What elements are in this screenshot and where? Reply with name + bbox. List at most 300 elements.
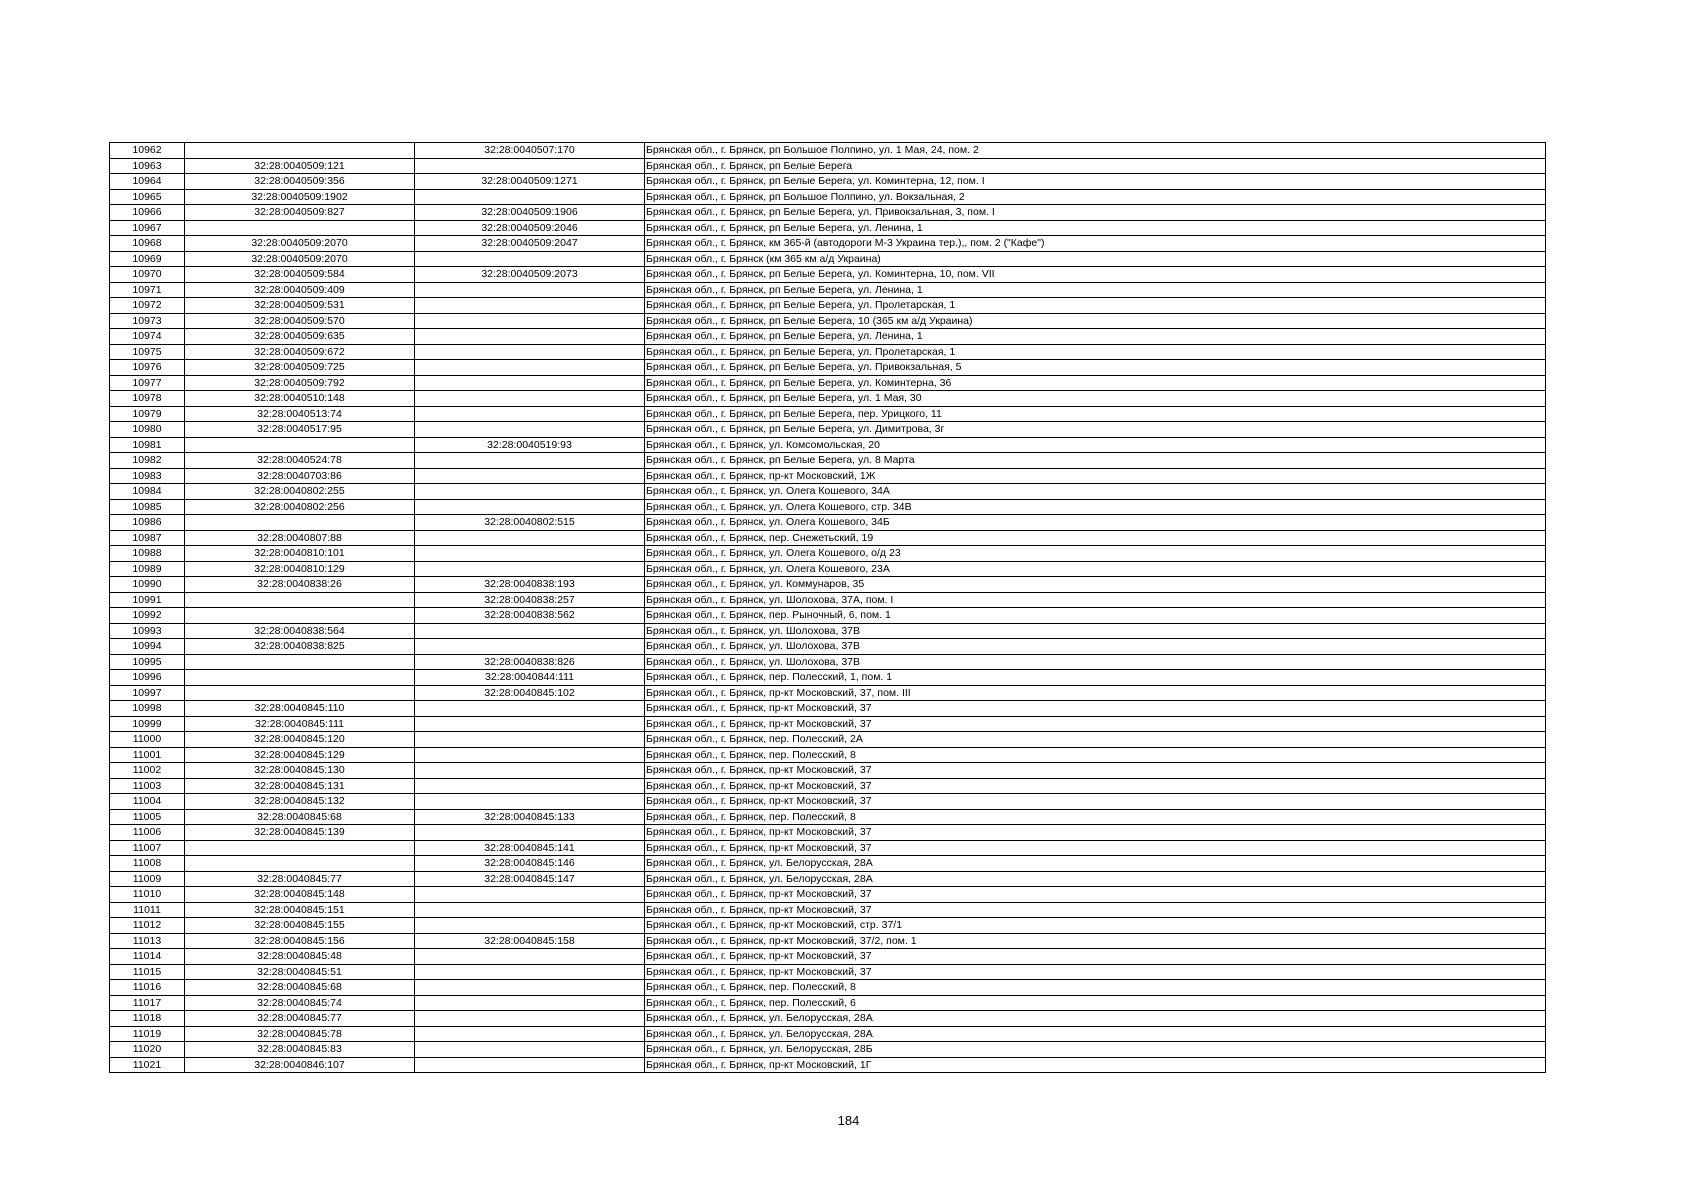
table-row	[110, 964, 1546, 980]
linked-cadastral-number-cell	[415, 530, 645, 546]
table-row	[110, 685, 1546, 701]
cadastral-number-cell	[185, 685, 415, 701]
table-row	[110, 995, 1546, 1011]
linked-cadastral-number-cell	[415, 158, 645, 174]
address-cell: Брянская обл., г. Брянск, рп Белые Берега, ул. 8 Марта	[645, 453, 1546, 469]
row-number-cell: 10998	[110, 701, 185, 717]
table-row	[110, 840, 1546, 856]
address-cell: Брянская обл., г. Брянск, пр-кт Московский, 37/2, пом. 1	[645, 933, 1546, 949]
table-row	[110, 949, 1546, 965]
table-row	[110, 499, 1546, 515]
table-row	[110, 716, 1546, 732]
row-number-cell: 10983	[110, 468, 185, 484]
linked-cadastral-number-cell	[415, 1057, 645, 1073]
row-number-cell: 10978	[110, 391, 185, 407]
address-cell: Брянская обл., г. Брянск, рп Белые Берега, ул. Ленина, 1	[645, 329, 1546, 345]
row-number-cell: 10967	[110, 220, 185, 236]
table-row	[110, 809, 1546, 825]
table-row	[110, 577, 1546, 593]
cadastral-number-cell: 32:28:0040509:792	[185, 375, 415, 391]
row-number-cell: 10999	[110, 716, 185, 732]
row-number-cell: 10975	[110, 344, 185, 360]
cadastral-number-cell: 32:28:0040810:129	[185, 561, 415, 577]
cadastral-number-cell: 32:28:0040509:635	[185, 329, 415, 345]
cadastral-number-cell: 32:28:0040509:725	[185, 360, 415, 376]
row-number-cell: 10994	[110, 639, 185, 655]
address-cell: Брянская обл., г. Брянск, пр-кт Московский, 37	[645, 840, 1546, 856]
cadastral-number-cell: 32:28:0040845:68	[185, 809, 415, 825]
cadastral-number-cell	[185, 654, 415, 670]
address-cell: Брянская обл., г. Брянск, пер. Полесский, 8	[645, 747, 1546, 763]
table-row	[110, 639, 1546, 655]
row-number-cell: 11008	[110, 856, 185, 872]
table-row	[110, 561, 1546, 577]
table-row	[110, 298, 1546, 314]
linked-cadastral-number-cell	[415, 716, 645, 732]
cadastral-number-cell: 32:28:0040845:139	[185, 825, 415, 841]
registry-table	[109, 142, 1546, 1073]
row-number-cell: 10988	[110, 546, 185, 562]
table-row	[110, 592, 1546, 608]
table-row	[110, 422, 1546, 438]
linked-cadastral-number-cell: 32:28:0040845:141	[415, 840, 645, 856]
table-row	[110, 205, 1546, 221]
address-cell: Брянская обл., г. Брянск, пр-кт Московский, 37	[645, 701, 1546, 717]
linked-cadastral-number-cell	[415, 778, 645, 794]
linked-cadastral-number-cell: 32:28:0040844:111	[415, 670, 645, 686]
row-number-cell: 11021	[110, 1057, 185, 1073]
address-cell: Брянская обл., г. Брянск, пр-кт Московский, 37, пом. III	[645, 685, 1546, 701]
address-cell: Брянская обл., г. Брянск, рп Большое Полпино, ул. 1 Мая, 24, пом. 2	[645, 143, 1546, 159]
cadastral-number-cell	[185, 670, 415, 686]
row-number-cell: 10971	[110, 282, 185, 298]
table-row	[110, 437, 1546, 453]
cadastral-number-cell: 32:28:0040509:531	[185, 298, 415, 314]
row-number-cell: 11017	[110, 995, 185, 1011]
linked-cadastral-number-cell: 32:28:0040845:146	[415, 856, 645, 872]
row-number-cell: 10980	[110, 422, 185, 438]
cadastral-number-cell: 32:28:0040517:95	[185, 422, 415, 438]
linked-cadastral-number-cell	[415, 1011, 645, 1027]
linked-cadastral-number-cell	[415, 561, 645, 577]
row-number-cell: 11014	[110, 949, 185, 965]
cadastral-number-cell: 32:28:0040845:131	[185, 778, 415, 794]
cadastral-number-cell: 32:28:0040845:68	[185, 980, 415, 996]
cadastral-number-cell: 32:28:0040513:74	[185, 406, 415, 422]
table-row	[110, 825, 1546, 841]
row-number-cell: 11019	[110, 1026, 185, 1042]
linked-cadastral-number-cell	[415, 282, 645, 298]
address-cell: Брянская обл., г. Брянск, рп Белые Берега, ул. Ленина, 1	[645, 220, 1546, 236]
address-cell: Брянская обл., г. Брянск, пер. Полесский, 8	[645, 980, 1546, 996]
linked-cadastral-number-cell: 32:28:0040802:515	[415, 515, 645, 531]
address-cell: Брянская обл., г. Брянск, пр-кт Московский, 37	[645, 902, 1546, 918]
row-number-cell: 10997	[110, 685, 185, 701]
page-number: 184	[837, 1113, 860, 1128]
table-row	[110, 530, 1546, 546]
row-number-cell: 10987	[110, 530, 185, 546]
cadastral-number-cell: 32:28:0040807:88	[185, 530, 415, 546]
table-row	[110, 375, 1546, 391]
row-number-cell: 10996	[110, 670, 185, 686]
address-cell: Брянская обл., г. Брянск (км 365 км а/д Украина)	[645, 251, 1546, 267]
cadastral-number-cell	[185, 856, 415, 872]
address-cell: Брянская обл., г. Брянск, ул. Белорусская, 28Б	[645, 1042, 1546, 1058]
row-number-cell: 10963	[110, 158, 185, 174]
cadastral-number-cell: 32:28:0040703:86	[185, 468, 415, 484]
address-cell: Брянская обл., г. Брянск, рп Белые Берега, ул. Пролетарская, 1	[645, 344, 1546, 360]
address-cell: Брянская обл., г. Брянск, пр-кт Московский, 37	[645, 778, 1546, 794]
cadastral-number-cell: 32:28:0040846:107	[185, 1057, 415, 1073]
linked-cadastral-number-cell: 32:28:0040509:2073	[415, 267, 645, 283]
cadastral-number-cell: 32:28:0040802:256	[185, 499, 415, 515]
row-number-cell: 10962	[110, 143, 185, 159]
address-cell: Брянская обл., г. Брянск, пер. Полесский, 8	[645, 809, 1546, 825]
address-cell: Брянская обл., г. Брянск, рп Белые Берега, ул. Коминтерна, 12, пом. I	[645, 174, 1546, 190]
linked-cadastral-number-cell	[415, 825, 645, 841]
cadastral-number-cell: 32:28:0040838:564	[185, 623, 415, 639]
table-row	[110, 623, 1546, 639]
row-number-cell: 10982	[110, 453, 185, 469]
row-number-cell: 11009	[110, 871, 185, 887]
table-row	[110, 902, 1546, 918]
row-number-cell: 10993	[110, 623, 185, 639]
table-row	[110, 360, 1546, 376]
cadastral-number-cell: 32:28:0040845:77	[185, 871, 415, 887]
row-number-cell: 11018	[110, 1011, 185, 1027]
linked-cadastral-number-cell	[415, 763, 645, 779]
cadastral-number-cell: 32:28:0040845:155	[185, 918, 415, 934]
cadastral-number-cell: 32:28:0040845:77	[185, 1011, 415, 1027]
table-row	[110, 1026, 1546, 1042]
address-cell: Брянская обл., г. Брянск, пр-кт Московский, 37	[645, 949, 1546, 965]
linked-cadastral-number-cell	[415, 375, 645, 391]
linked-cadastral-number-cell	[415, 964, 645, 980]
row-number-cell: 10995	[110, 654, 185, 670]
cadastral-number-cell	[185, 592, 415, 608]
cadastral-number-cell: 32:28:0040838:26	[185, 577, 415, 593]
linked-cadastral-number-cell: 32:28:0040519:93	[415, 437, 645, 453]
row-number-cell: 11012	[110, 918, 185, 934]
table-row	[110, 329, 1546, 345]
cadastral-number-cell	[185, 437, 415, 453]
linked-cadastral-number-cell	[415, 329, 645, 345]
cadastral-number-cell: 32:28:0040845:129	[185, 747, 415, 763]
cadastral-number-cell: 32:28:0040845:78	[185, 1026, 415, 1042]
cadastral-number-cell: 32:28:0040510:148	[185, 391, 415, 407]
linked-cadastral-number-cell: 32:28:0040845:133	[415, 809, 645, 825]
row-number-cell: 10989	[110, 561, 185, 577]
cadastral-number-cell: 32:28:0040845:148	[185, 887, 415, 903]
table-row	[110, 654, 1546, 670]
cadastral-number-cell: 32:28:0040845:83	[185, 1042, 415, 1058]
row-number-cell: 10984	[110, 484, 185, 500]
linked-cadastral-number-cell	[415, 1042, 645, 1058]
table-row	[110, 887, 1546, 903]
linked-cadastral-number-cell	[415, 949, 645, 965]
cadastral-number-cell: 32:28:0040845:48	[185, 949, 415, 965]
address-cell: Брянская обл., г. Брянск, ул. Комсомольская, 20	[645, 437, 1546, 453]
address-cell: Брянская обл., г. Брянск, рп Белые Берега, ул. Привокзальная, 5	[645, 360, 1546, 376]
linked-cadastral-number-cell	[415, 546, 645, 562]
linked-cadastral-number-cell	[415, 902, 645, 918]
linked-cadastral-number-cell: 32:28:0040509:2046	[415, 220, 645, 236]
linked-cadastral-number-cell	[415, 453, 645, 469]
table-row	[110, 236, 1546, 252]
linked-cadastral-number-cell	[415, 794, 645, 810]
address-cell: Брянская обл., г. Брянск, рп Белые Берега	[645, 158, 1546, 174]
table-row	[110, 267, 1546, 283]
address-cell: Брянская обл., г. Брянск, рп Большое Полпино, ул. Вокзальная, 2	[645, 189, 1546, 205]
table-row	[110, 189, 1546, 205]
linked-cadastral-number-cell	[415, 1026, 645, 1042]
row-number-cell: 11001	[110, 747, 185, 763]
address-cell: Брянская обл., г. Брянск, рп Белые Берега, ул. Димитрова, 3г	[645, 422, 1546, 438]
address-cell: Брянская обл., г. Брянск, пр-кт Московский, 37	[645, 763, 1546, 779]
cadastral-number-cell: 32:28:0040845:156	[185, 933, 415, 949]
address-cell: Брянская обл., г. Брянск, ул. Шолохова, 37В	[645, 639, 1546, 655]
row-number-cell: 10969	[110, 251, 185, 267]
table-row	[110, 391, 1546, 407]
table-row	[110, 701, 1546, 717]
address-cell: Брянская обл., г. Брянск, ул. Коммунаров, 35	[645, 577, 1546, 593]
table-row	[110, 546, 1546, 562]
address-cell: Брянская обл., г. Брянск, пер. Полесский, 1, пом. 1	[645, 670, 1546, 686]
cadastral-number-cell: 32:28:0040509:1902	[185, 189, 415, 205]
cadastral-number-cell: 32:28:0040845:132	[185, 794, 415, 810]
linked-cadastral-number-cell: 32:28:0040845:147	[415, 871, 645, 887]
cadastral-number-cell: 32:28:0040509:356	[185, 174, 415, 190]
table-row	[110, 1057, 1546, 1073]
address-cell: Брянская обл., г. Брянск, рп Белые Берега, ул. 1 Мая, 30	[645, 391, 1546, 407]
address-cell: Брянская обл., г. Брянск, ул. Белорусская, 28А	[645, 856, 1546, 872]
row-number-cell: 11013	[110, 933, 185, 949]
linked-cadastral-number-cell	[415, 732, 645, 748]
linked-cadastral-number-cell	[415, 747, 645, 763]
address-cell: Брянская обл., г. Брянск, пр-кт Московский, 37	[645, 794, 1546, 810]
row-number-cell: 10986	[110, 515, 185, 531]
table-row	[110, 871, 1546, 887]
linked-cadastral-number-cell	[415, 995, 645, 1011]
table-row	[110, 484, 1546, 500]
row-number-cell: 10972	[110, 298, 185, 314]
linked-cadastral-number-cell: 32:28:0040845:102	[415, 685, 645, 701]
address-cell: Брянская обл., г. Брянск, рп Белые Берега, 10 (365 км а/д Украина)	[645, 313, 1546, 329]
row-number-cell: 10968	[110, 236, 185, 252]
address-cell: Брянская обл., г. Брянск, рп Белые Берега, ул. Коминтерна, 10, пом. VII	[645, 267, 1546, 283]
table-row	[110, 453, 1546, 469]
cadastral-number-cell: 32:28:0040838:825	[185, 639, 415, 655]
linked-cadastral-number-cell	[415, 484, 645, 500]
address-cell: Брянская обл., г. Брянск, ул. Белорусская, 28А	[645, 1011, 1546, 1027]
cadastral-number-cell: 32:28:0040509:584	[185, 267, 415, 283]
address-cell: Брянская обл., г. Брянск, ул. Шолохова, 37В	[645, 623, 1546, 639]
cadastral-number-cell: 32:28:0040509:570	[185, 313, 415, 329]
table-row	[110, 143, 1546, 159]
address-cell: Брянская обл., г. Брянск, пр-кт Московский, стр. 37/1	[645, 918, 1546, 934]
table-row	[110, 515, 1546, 531]
table-row	[110, 174, 1546, 190]
row-number-cell: 10966	[110, 205, 185, 221]
address-cell: Брянская обл., г. Брянск, пер. Полесский, 6	[645, 995, 1546, 1011]
row-number-cell: 11003	[110, 778, 185, 794]
table-row	[110, 763, 1546, 779]
cadastral-number-cell: 32:28:0040509:672	[185, 344, 415, 360]
address-cell: Брянская обл., г. Брянск, км 365-й (автодороги М-3 Украина тер.),, пом. 2 ("Кафе")	[645, 236, 1546, 252]
cadastral-number-cell	[185, 515, 415, 531]
address-cell: Брянская обл., г. Брянск, рп Белые Берега, ул. Привокзальная, 3, пом. I	[645, 205, 1546, 221]
row-number-cell: 10964	[110, 174, 185, 190]
registry-table-body	[110, 143, 1546, 1073]
row-number-cell: 10979	[110, 406, 185, 422]
linked-cadastral-number-cell: 32:28:0040845:158	[415, 933, 645, 949]
address-cell: Брянская обл., г. Брянск, ул. Олега Кошевого, о/д 23	[645, 546, 1546, 562]
linked-cadastral-number-cell: 32:28:0040838:562	[415, 608, 645, 624]
linked-cadastral-number-cell	[415, 422, 645, 438]
address-cell: Брянская обл., г. Брянск, ул. Белорусская, 28А	[645, 1026, 1546, 1042]
linked-cadastral-number-cell: 32:28:0040509:1906	[415, 205, 645, 221]
address-cell: Брянская обл., г. Брянск, пр-кт Московский, 1Ж	[645, 468, 1546, 484]
linked-cadastral-number-cell: 32:28:0040509:2047	[415, 236, 645, 252]
address-cell: Брянская обл., г. Брянск, рп Белые Берега, ул. Коминтерна, 36	[645, 375, 1546, 391]
row-number-cell: 10977	[110, 375, 185, 391]
linked-cadastral-number-cell	[415, 499, 645, 515]
address-cell: Брянская обл., г. Брянск, ул. Олега Кошевого, 34Б	[645, 515, 1546, 531]
table-row	[110, 670, 1546, 686]
row-number-cell: 10992	[110, 608, 185, 624]
cadastral-number-cell: 32:28:0040845:111	[185, 716, 415, 732]
address-cell: Брянская обл., г. Брянск, пер. Снежетьский, 19	[645, 530, 1546, 546]
linked-cadastral-number-cell	[415, 313, 645, 329]
address-cell: Брянская обл., г. Брянск, рп Белые Берега, ул. Ленина, 1	[645, 282, 1546, 298]
table-row	[110, 313, 1546, 329]
row-number-cell: 11002	[110, 763, 185, 779]
linked-cadastral-number-cell	[415, 298, 645, 314]
table-row	[110, 794, 1546, 810]
address-cell: Брянская обл., г. Брянск, ул. Олега Кошевого, 23А	[645, 561, 1546, 577]
cadastral-number-cell: 32:28:0040845:151	[185, 902, 415, 918]
table-row	[110, 251, 1546, 267]
row-number-cell: 11006	[110, 825, 185, 841]
address-cell: Брянская обл., г. Брянск, пр-кт Московский, 37	[645, 825, 1546, 841]
cadastral-number-cell: 32:28:0040509:121	[185, 158, 415, 174]
address-cell: Брянская обл., г. Брянск, ул. Шолохова, 37А, пом. I	[645, 592, 1546, 608]
table-row	[110, 1011, 1546, 1027]
row-number-cell: 10976	[110, 360, 185, 376]
address-cell: Брянская обл., г. Брянск, ул. Шолохова, 37В	[645, 654, 1546, 670]
table-row	[110, 344, 1546, 360]
table-row	[110, 856, 1546, 872]
row-number-cell: 11015	[110, 964, 185, 980]
cadastral-number-cell: 32:28:0040845:74	[185, 995, 415, 1011]
table-row	[110, 468, 1546, 484]
linked-cadastral-number-cell	[415, 189, 645, 205]
table-row	[110, 747, 1546, 763]
cadastral-number-cell: 32:28:0040509:827	[185, 205, 415, 221]
row-number-cell: 10991	[110, 592, 185, 608]
row-number-cell: 11011	[110, 902, 185, 918]
address-cell: Брянская обл., г. Брянск, пер. Полесский, 2А	[645, 732, 1546, 748]
row-number-cell: 11016	[110, 980, 185, 996]
address-cell: Брянская обл., г. Брянск, рп Белые Берега, ул. Пролетарская, 1	[645, 298, 1546, 314]
cadastral-number-cell: 32:28:0040509:2070	[185, 251, 415, 267]
table-row	[110, 732, 1546, 748]
cadastral-number-cell: 32:28:0040845:51	[185, 964, 415, 980]
address-cell: Брянская обл., г. Брянск, пр-кт Московский, 1Г	[645, 1057, 1546, 1073]
table-row	[110, 406, 1546, 422]
linked-cadastral-number-cell	[415, 701, 645, 717]
row-number-cell: 11007	[110, 840, 185, 856]
cadastral-number-cell	[185, 220, 415, 236]
row-number-cell: 10985	[110, 499, 185, 515]
table-row	[110, 918, 1546, 934]
row-number-cell: 10974	[110, 329, 185, 345]
linked-cadastral-number-cell	[415, 623, 645, 639]
table-row	[110, 778, 1546, 794]
table-row	[110, 220, 1546, 236]
row-number-cell: 11020	[110, 1042, 185, 1058]
linked-cadastral-number-cell	[415, 639, 645, 655]
cadastral-number-cell: 32:28:0040802:255	[185, 484, 415, 500]
linked-cadastral-number-cell	[415, 406, 645, 422]
linked-cadastral-number-cell	[415, 887, 645, 903]
row-number-cell: 11010	[110, 887, 185, 903]
cadastral-number-cell: 32:28:0040509:409	[185, 282, 415, 298]
linked-cadastral-number-cell: 32:28:0040838:826	[415, 654, 645, 670]
linked-cadastral-number-cell	[415, 360, 645, 376]
table-row	[110, 980, 1546, 996]
cadastral-number-cell	[185, 143, 415, 159]
table-row	[110, 282, 1546, 298]
linked-cadastral-number-cell: 32:28:0040507:170	[415, 143, 645, 159]
row-number-cell: 10970	[110, 267, 185, 283]
linked-cadastral-number-cell: 32:28:0040838:257	[415, 592, 645, 608]
table-row	[110, 933, 1546, 949]
address-cell: Брянская обл., г. Брянск, пр-кт Московский, 37	[645, 716, 1546, 732]
row-number-cell: 11000	[110, 732, 185, 748]
row-number-cell: 10981	[110, 437, 185, 453]
row-number-cell: 11004	[110, 794, 185, 810]
address-cell: Брянская обл., г. Брянск, пр-кт Московский, 37	[645, 887, 1546, 903]
address-cell: Брянская обл., г. Брянск, ул. Белорусская, 28А	[645, 871, 1546, 887]
cadastral-number-cell: 32:28:0040810:101	[185, 546, 415, 562]
cadastral-number-cell: 32:28:0040524:78	[185, 453, 415, 469]
cadastral-number-cell: 32:28:0040845:130	[185, 763, 415, 779]
address-cell: Брянская обл., г. Брянск, пер. Рыночный, 6, пом. 1	[645, 608, 1546, 624]
address-cell: Брянская обл., г. Брянск, рп Белые Берега, пер. Урицкого, 11	[645, 406, 1546, 422]
cadastral-number-cell: 32:28:0040845:110	[185, 701, 415, 717]
table-row	[110, 608, 1546, 624]
cadastral-number-cell: 32:28:0040509:2070	[185, 236, 415, 252]
address-cell: Брянская обл., г. Брянск, пр-кт Московский, 37	[645, 964, 1546, 980]
address-cell: Брянская обл., г. Брянск, ул. Олега Кошевого, 34А	[645, 484, 1546, 500]
linked-cadastral-number-cell	[415, 918, 645, 934]
cadastral-number-cell: 32:28:0040845:120	[185, 732, 415, 748]
linked-cadastral-number-cell: 32:28:0040838:193	[415, 577, 645, 593]
table-row	[110, 1042, 1546, 1058]
linked-cadastral-number-cell: 32:28:0040509:1271	[415, 174, 645, 190]
linked-cadastral-number-cell	[415, 980, 645, 996]
linked-cadastral-number-cell	[415, 251, 645, 267]
linked-cadastral-number-cell	[415, 344, 645, 360]
cadastral-number-cell	[185, 608, 415, 624]
cadastral-number-cell	[185, 840, 415, 856]
linked-cadastral-number-cell	[415, 391, 645, 407]
linked-cadastral-number-cell	[415, 468, 645, 484]
row-number-cell: 10965	[110, 189, 185, 205]
row-number-cell: 10990	[110, 577, 185, 593]
address-cell: Брянская обл., г. Брянск, ул. Олега Кошевого, стр. 34В	[645, 499, 1546, 515]
